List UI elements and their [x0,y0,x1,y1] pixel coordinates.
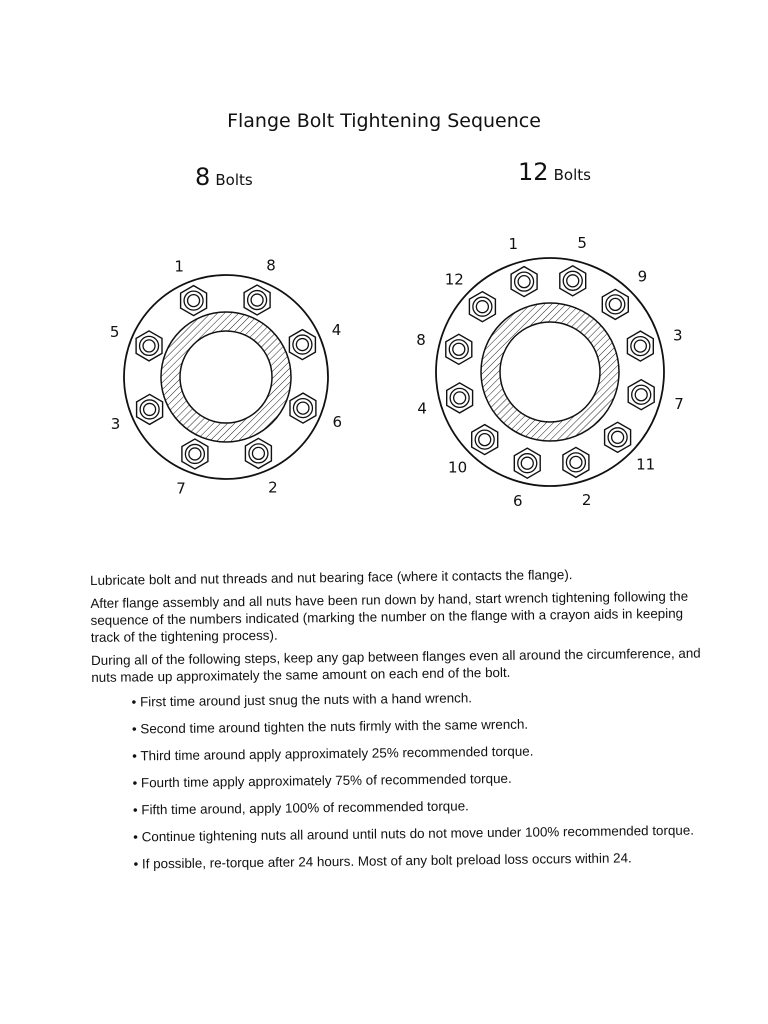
bolt-nut [245,438,271,468]
bolt-number-label: 1 [508,235,519,254]
bolt-number-label: 5 [109,323,120,341]
bolt-number-label: 6 [332,413,343,431]
bolt-number-label: 8 [266,256,276,275]
list-item: • Third time around apply approximately 25% recommended torque. [132,740,712,764]
list-item: • Continue tightening nuts all around until nuts do not move under 100% recommended torque. [133,821,713,845]
bolt-nut [627,331,653,361]
bolt-number-label: 2 [268,478,278,497]
bolt-nut [244,285,270,315]
bolt-nut [137,394,163,424]
bolt-number-label: 9 [637,267,648,286]
bolt-nut [472,425,498,455]
bolt-nut [181,286,207,316]
flange-8-bolt [110,257,342,498]
bolt-nut [560,266,586,296]
bolt-nut [289,330,315,360]
paragraph: During all of the following steps, keep any gap between flanges even all around the circumference, and nuts made up approximately the same amount on each end of the bolt. [90,645,701,685]
bolt-number-label: 2 [581,490,592,509]
bolt-nut [447,383,473,413]
bolt-count: 12 [518,158,549,186]
bolt-number-label: 8 [416,330,426,349]
bolt-nut [290,393,316,423]
bolt-nut [469,292,495,322]
bolt-nut [605,422,631,452]
bolt-nut [511,267,537,297]
bolt-number-label: 3 [673,326,683,345]
bolt-nut [446,334,472,364]
bolt-nut [136,331,162,361]
bolt-number-label: 12 [444,270,464,289]
bolt-nut [182,439,208,469]
instructions [90,564,714,883]
bolt-number-label: 7 [674,395,684,414]
list-item: • If possible, re-torque after 24 hours. Most of any bolt preload loss occurs within 24. [133,848,713,872]
paragraph: After flange assembly and all nuts have been run down by hand, start wrench tightening following the sequence of the numbers indicated (marking the number on the flange with a crayon aids in keeping track of the tightening process). [90,588,689,645]
bolt-number-label: 6 [513,492,523,510]
list-item: • Second time around tighten the nuts firmly with the same wrench. [132,713,712,737]
pipe-bore [180,331,272,423]
list-item: • Fourth time apply approximately 75% of recommended torque. [132,767,712,791]
step-list [131,686,713,872]
bolt-number-label: 3 [110,414,121,433]
bolt-number-label: 4 [417,399,427,418]
bolt-number-label: 1 [174,257,184,276]
bolt-count: 8 [195,163,211,191]
bolt-number-label: 4 [331,321,342,340]
page-title: Flange Bolt Tightening Sequence [227,110,541,132]
paragraph: Lubricate bolt and nut threads and nut bearing face (where it contacts the flange). [90,567,573,588]
bolt-number-label: 7 [176,479,186,498]
list-item: • First time around just snug the nuts with a hand wrench. [131,686,711,710]
bolt-nut [514,448,540,478]
bolt-number-label: 10 [448,458,468,477]
bolt-unit: Bolts [215,171,253,189]
bolt-nut [563,447,589,477]
bolt-nut [628,380,654,410]
list-item: • Fifth time around, apply 100% of recommended torque. [133,794,713,818]
bolt-unit: Bolts [553,166,591,184]
bolt-number-label: 5 [577,234,587,252]
pipe-bore [500,322,600,422]
bolt-nut [602,289,628,319]
bolt-number-label: 11 [636,455,656,474]
flange-12-bolt [416,234,684,510]
